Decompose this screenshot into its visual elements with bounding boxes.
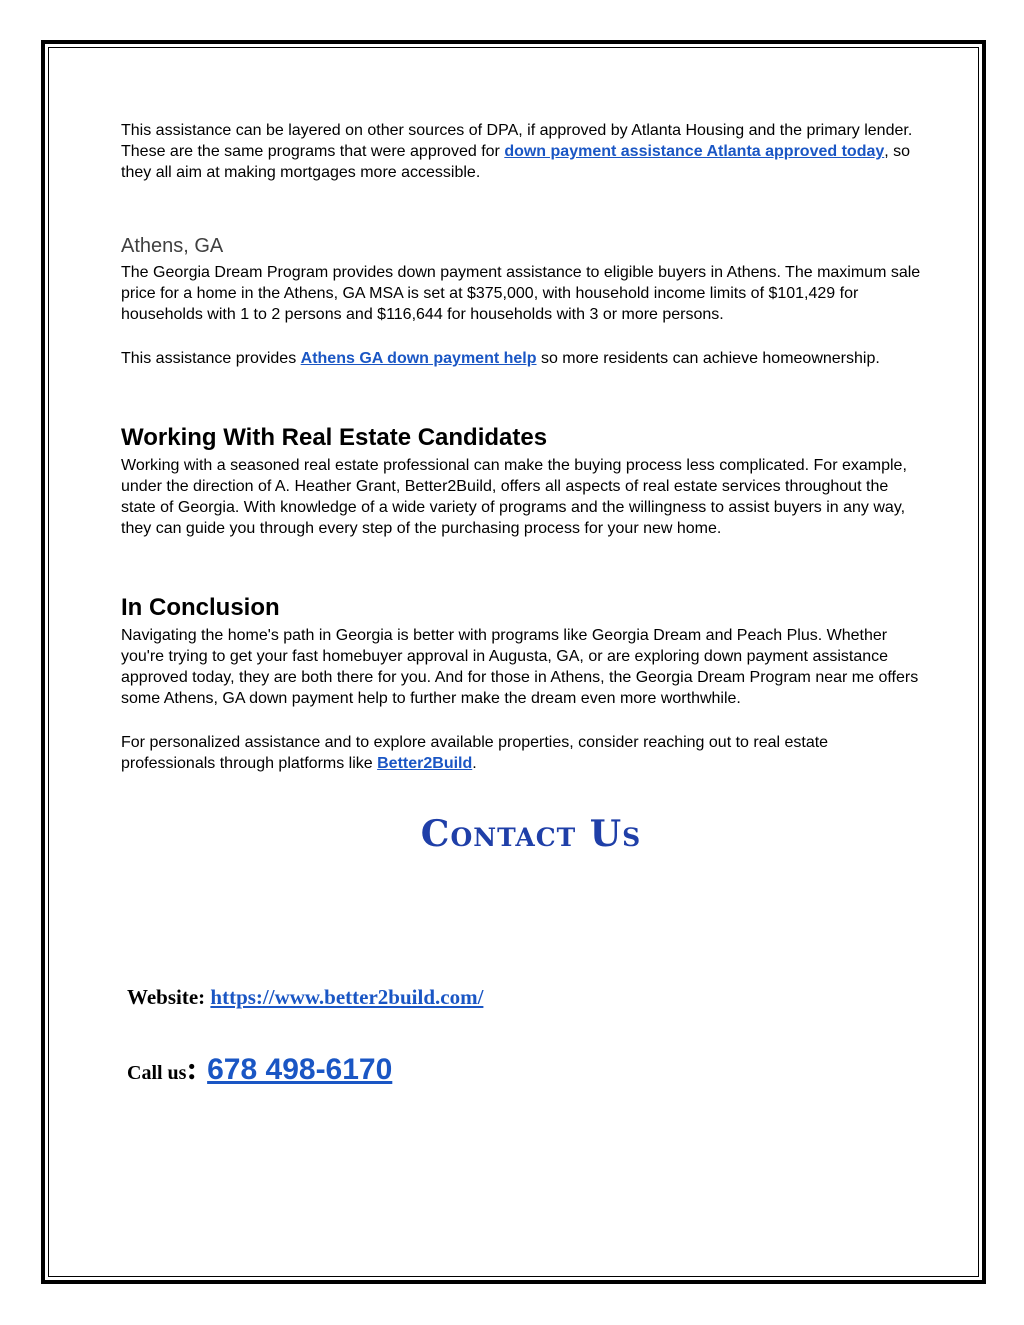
- athens-help-paragraph: [121, 348, 921, 369]
- conclusion-paragraph: Navigating the home's path in Georgia is better with programs like Georgia Dream and Peach Plus. Whether you're trying to get your fast homebuyer approval in Augusta, GA, or are exploring down payment assistance approved today, they are both there for you. And for those in Athens, the Georgia Dream Program near me offers some Athens, GA down payment help to further make the dream even more worthwhile.: [121, 627, 919, 707]
- call-label: Call us: [127, 1062, 187, 1084]
- conclusion-heading: In Conclusion: [121, 594, 280, 621]
- intro-paragraph: [121, 120, 921, 183]
- dpa-atlanta-link[interactable]: down payment assistance Atlanta approved today: [504, 143, 885, 160]
- personalized-paragraph: [121, 732, 921, 774]
- website-label: Website:: [127, 985, 211, 1009]
- call-line: [127, 1050, 392, 1087]
- intro-text-after: , so they all aim at making mortgages more accessible.: [121, 143, 911, 181]
- personalized-after: .: [472, 755, 477, 772]
- better2build-link[interactable]: Better2Build: [377, 755, 473, 772]
- working-heading: Working With Real Estate Candidates: [121, 424, 548, 451]
- athens-paragraph: The Georgia Dream Program provides down payment assistance to eligible buyers in Athens. The maximum sale price for a home in the Athens, GA MSA is set at $375,000, with household income limits of $101,429 for households with 1 to 2 persons and $116,644 for households with 3 or more persons.: [121, 264, 921, 323]
- athens-help-before: This assistance provides: [121, 350, 301, 367]
- website-link[interactable]: https://www.better2build.com/: [210, 985, 484, 1009]
- call-colon: :: [186, 1050, 198, 1086]
- personalized-before: For personalized assistance and to explore available properties, consider reaching out to real estate professionals through platforms like: [121, 734, 829, 772]
- athens-heading: Athens, GA: [121, 235, 224, 257]
- athens-help-after: so more residents can achieve homeownership.: [536, 350, 880, 367]
- intro-text-before: This assistance can be layered on other sources of DPA, if approved by Atlanta Housing and the primary lender. These are the same programs that were approved for: [121, 122, 913, 160]
- athens-help-link[interactable]: Athens GA down payment help: [300, 350, 537, 367]
- document-body: [121, 120, 921, 854]
- phone-link[interactable]: 678 498-6170: [207, 1053, 393, 1086]
- working-paragraph: Working with a seasoned real estate professional can make the buying process less complicated. For example, under the direction of A. Heather Grant, Better2Build, offers all aspects of real estate services throughout the state of Georgia. With knowledge of a wide variety of programs and the willingness to assist buyers in any way, they can guide you through every step of the purchasing process for your new home.: [121, 457, 907, 537]
- website-line: [127, 985, 483, 1010]
- contact-us-title: Contact Us: [420, 813, 642, 855]
